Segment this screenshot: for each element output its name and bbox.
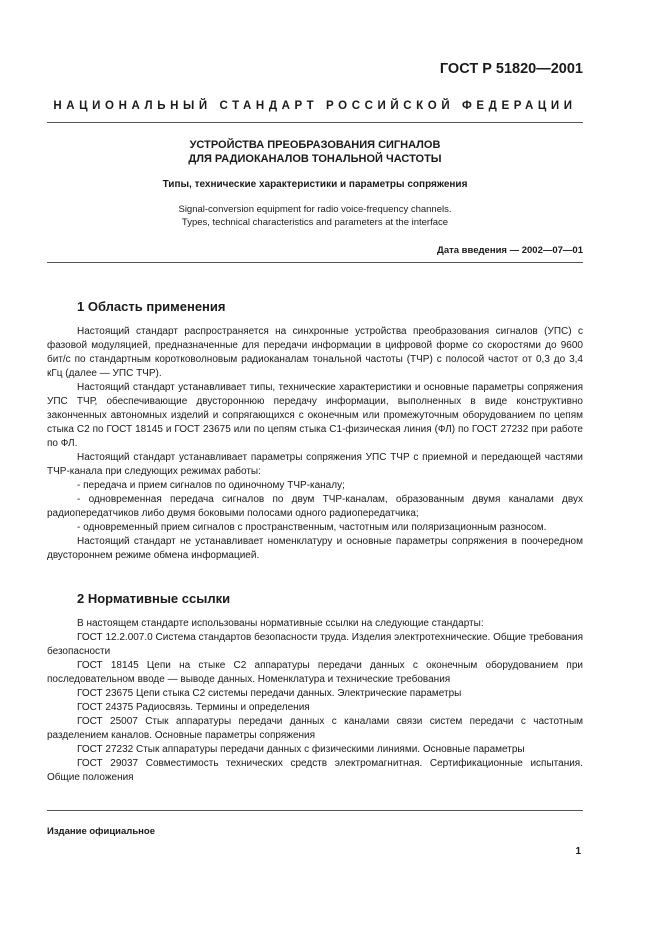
section-2-heading: 2 Нормативные ссылки xyxy=(77,591,231,606)
english-title-line-1: Signal-conversion equipment for radio voice-frequency channels. xyxy=(178,204,452,215)
reference-item: ГОСТ 25007 Стык аппаратуры передачи данных с каналами связи систем передачи с частотным разделением каналов. Основные параметры сопряжения xyxy=(47,716,583,741)
introduction-date: Дата введения — 2002—07—01 xyxy=(437,245,583,256)
reference-item: ГОСТ 12.2.007.0 Система стандартов безопасности труда. Изделия электротехнические. Общие требования безопасности xyxy=(47,632,583,657)
section-1-paragraph: Настоящий стандарт устанавливает типы, технические характеристики и основные параметры сопряжения УПС ТЧР, обеспечивающие двустороннюю передачу информации, выполненных в виде конструктивно законченных автономных изделий и сопрягающихся с оконечным или промежуточным оборудованием по цепям стыка С2 по ГОСТ 18145 и ГОСТ 23675 или по цепям стыка С1-физическая линия (ФЛ) по ГОСТ 27232 при работе по ФЛ. xyxy=(47,382,583,449)
document-number: ГОСТ Р 51820—2001 xyxy=(439,61,583,77)
section-1-list-item: - одновременный прием сигналов с пространственным, частотным или поляризационным разносом. xyxy=(77,522,547,533)
footer-divider xyxy=(47,810,583,811)
official-edition-label: Издание официальное xyxy=(47,826,155,837)
reference-item: ГОСТ 23675 Цепи стыка С2 системы передачи данных. Электрические параметры xyxy=(77,688,462,699)
national-standard-heading: НАЦИОНАЛЬНЫЙ СТАНДАРТ РОССИЙСКОЙ ФЕДЕРАЦИИ xyxy=(53,100,577,112)
section-1-heading: 1 Область применения xyxy=(77,299,226,314)
title-line-2: ДЛЯ РАДИОКАНАЛОВ ТОНАЛЬНОЙ ЧАСТОТЫ xyxy=(188,153,442,165)
document-subtitle: Типы, технические характеристики и параметры сопряжения xyxy=(162,179,468,190)
english-title-line-2: Types, technical characteristics and parameters at the interface xyxy=(181,217,449,228)
section-1-paragraph: Настоящий стандарт распространяется на синхронные устройства преобразования сигналов (УПС) с фазовой модуляцией, предназначенные для передачи информации в цифровой форме со скоростями до 9600 бит/с по стандартным коротковолновым радиоканалам тональной частоты (ТЧР) с полосой частот от 0,3 до 3,4 кГц (далее — УПС ТЧР). xyxy=(47,326,583,379)
section-2-body xyxy=(47,617,583,785)
reference-item: ГОСТ 27232 Стык аппаратуры передачи данных с физическими линиями. Основные параметры xyxy=(77,744,525,755)
section-1-paragraph: Настоящий стандарт не устанавливает номенклатуру и основные параметры сопряжения в поочередном двустороннем режиме обмена информацией. xyxy=(47,536,583,561)
reference-item: ГОСТ 18145 Цепи на стыке С2 аппаратуры передачи данных с оконечным оборудованием при последовательном вводе — выводе данных. Номенклатура и технические требования xyxy=(47,660,583,685)
section-1-list-item: - передача и прием сигналов по одиночному ТЧР-каналу; xyxy=(77,480,345,491)
reference-intro: В настоящем стандарте использованы нормативные ссылки на следующие стандарты: xyxy=(77,618,484,629)
reference-item: ГОСТ 24375 Радиосвязь. Термины и определения xyxy=(77,702,310,713)
english-title xyxy=(47,203,583,229)
section-1-paragraph: Настоящий стандарт устанавливает параметры сопряжения УПС ТЧР с приемной и передающей частями ТЧР-канала при следующих режимах работы: xyxy=(47,452,583,477)
document-title xyxy=(47,138,583,166)
section-1-list-item: - одновременная передача сигналов по двум ТЧР-каналам, образованным двумя каналами двух радиопередатчиков либо двумя боковыми полосами одного радиопередатчика; xyxy=(47,494,583,519)
section-1-body xyxy=(47,325,583,563)
title-line-1: УСТРОЙСТВА ПРЕОБРАЗОВАНИЯ СИГНАЛОВ xyxy=(189,139,441,151)
date-divider xyxy=(47,262,583,263)
header-divider xyxy=(47,122,583,123)
reference-item: ГОСТ 29037 Совместимость технических средств электромагнитная. Сертификационные испытания. Общие положения xyxy=(47,758,583,783)
page-number: 1 xyxy=(575,846,581,857)
